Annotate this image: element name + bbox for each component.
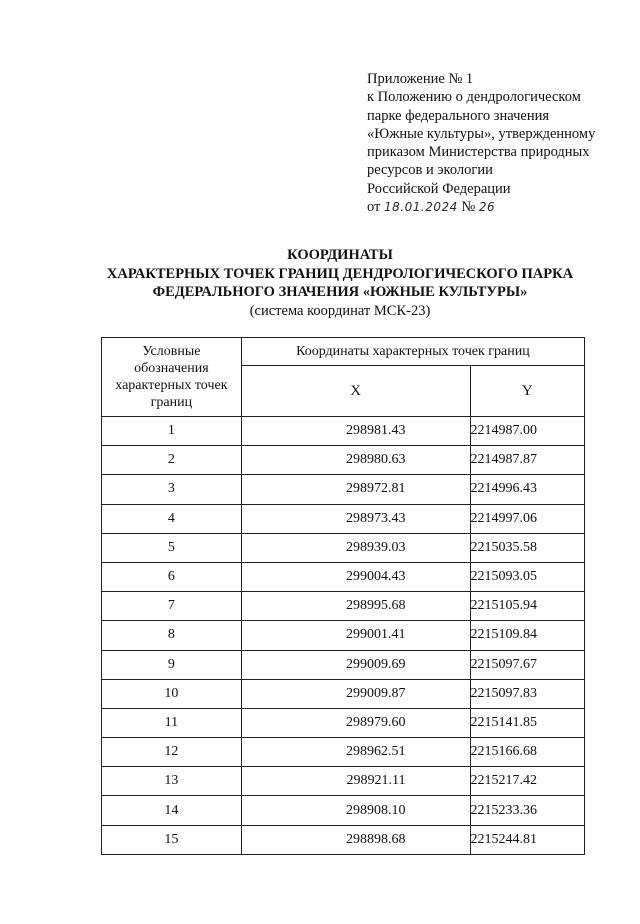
table-row bbox=[102, 621, 585, 650]
point-number: 10 bbox=[102, 679, 242, 708]
appendix-line: парке федерального значения bbox=[367, 107, 550, 124]
appendix-line: Российской Федерации bbox=[367, 180, 511, 197]
point-number: 3 bbox=[102, 475, 242, 504]
x-coordinate: 299009.87 bbox=[241, 679, 470, 708]
point-number: 5 bbox=[102, 533, 242, 562]
title-line-3: ФЕДЕРАЛЬНОГО ЗНАЧЕНИЯ «ЮЖНЫЕ КУЛЬТУРЫ» bbox=[152, 284, 528, 300]
point-number: 7 bbox=[102, 592, 242, 621]
table-row bbox=[102, 417, 585, 446]
header-coordinates: Координаты характерных точек границ bbox=[241, 338, 584, 366]
x-coordinate: 298908.10 bbox=[241, 796, 470, 825]
title-subtitle: (система координат МСК-23) bbox=[249, 302, 431, 319]
x-coordinate: 298972.81 bbox=[241, 475, 470, 504]
header-point-line: Условные bbox=[142, 344, 201, 359]
header-point-line: обозначения bbox=[134, 361, 209, 376]
handwritten-number: 26 bbox=[478, 200, 496, 215]
y-coordinate: 2214997.06 bbox=[470, 504, 585, 533]
appendix-line: к Положению о дендрологическом bbox=[367, 89, 581, 106]
table-row bbox=[102, 504, 585, 533]
table-row bbox=[102, 533, 585, 562]
title-line-2: ХАРАКТЕРНЫХ ТОЧЕК ГРАНИЦ ДЕНДРОЛОГИЧЕСКОГО ПАРКА bbox=[106, 265, 574, 282]
header-point-line: характерных точек bbox=[115, 378, 228, 393]
y-coordinate: 2215244.81 bbox=[470, 825, 585, 854]
point-number: 1 bbox=[102, 417, 242, 446]
point-number: 8 bbox=[102, 621, 242, 650]
appendix-line: «Южные культуры», утвержденному bbox=[367, 125, 596, 142]
y-coordinate: 2215097.83 bbox=[470, 679, 585, 708]
header-y: Y bbox=[470, 366, 585, 417]
table-row bbox=[102, 767, 585, 796]
y-coordinate: 2215035.58 bbox=[470, 533, 585, 562]
y-coordinate: 2215233.36 bbox=[470, 796, 585, 825]
x-coordinate: 298979.60 bbox=[241, 708, 470, 737]
x-coordinate: 298939.03 bbox=[241, 533, 470, 562]
y-coordinate: 2214987.87 bbox=[470, 446, 585, 475]
appendix-block bbox=[367, 70, 632, 216]
title-line-1: КООРДИНАТЫ bbox=[287, 247, 393, 263]
x-coordinate: 298981.43 bbox=[241, 417, 470, 446]
handwritten-date: 18.01.2024 bbox=[384, 200, 458, 215]
point-number: 4 bbox=[102, 504, 242, 533]
y-coordinate: 2215097.67 bbox=[470, 650, 585, 679]
point-number: 11 bbox=[102, 708, 242, 737]
number-prefix: № bbox=[461, 199, 476, 216]
table-row bbox=[102, 738, 585, 767]
table-row bbox=[102, 475, 585, 504]
appendix-line: приказом Министерства природных bbox=[367, 144, 590, 161]
y-coordinate: 2215093.05 bbox=[470, 562, 585, 591]
y-coordinate: 2215109.84 bbox=[470, 621, 585, 650]
appendix-line: ресурсов и экологии bbox=[367, 162, 493, 179]
table-row bbox=[102, 825, 585, 854]
header-point-designation bbox=[102, 338, 242, 417]
header-point-line: границ bbox=[150, 395, 193, 410]
x-coordinate: 299009.69 bbox=[241, 650, 470, 679]
x-coordinate: 298995.68 bbox=[241, 592, 470, 621]
point-number: 13 bbox=[102, 767, 242, 796]
point-number: 2 bbox=[102, 446, 242, 475]
table-body bbox=[102, 417, 585, 855]
appendix-date-line bbox=[367, 198, 632, 216]
appendix-line: Приложение № 1 bbox=[367, 71, 474, 87]
point-number: 6 bbox=[102, 562, 242, 591]
x-coordinate: 299001.41 bbox=[241, 621, 470, 650]
point-number: 9 bbox=[102, 650, 242, 679]
y-coordinate: 2214987.00 bbox=[470, 417, 585, 446]
y-coordinate: 2215105.94 bbox=[470, 592, 585, 621]
table-row bbox=[102, 592, 585, 621]
x-coordinate: 298921.11 bbox=[241, 767, 470, 796]
point-number: 15 bbox=[102, 825, 242, 854]
x-coordinate: 299004.43 bbox=[241, 562, 470, 591]
table-row bbox=[102, 796, 585, 825]
table-row bbox=[102, 708, 585, 737]
y-coordinate: 2215141.85 bbox=[470, 708, 585, 737]
x-coordinate: 298980.63 bbox=[241, 446, 470, 475]
date-prefix: от bbox=[367, 199, 381, 216]
table-row bbox=[102, 446, 585, 475]
coordinates-table bbox=[101, 337, 585, 855]
table-row bbox=[102, 562, 585, 591]
y-coordinate: 2214996.43 bbox=[470, 475, 585, 504]
point-number: 14 bbox=[102, 796, 242, 825]
header-x: X bbox=[241, 366, 470, 417]
table-row bbox=[102, 679, 585, 708]
x-coordinate: 298962.51 bbox=[241, 738, 470, 767]
y-coordinate: 2215166.68 bbox=[470, 738, 585, 767]
document-title bbox=[40, 246, 640, 320]
x-coordinate: 298973.43 bbox=[241, 504, 470, 533]
x-coordinate: 298898.68 bbox=[241, 825, 470, 854]
y-coordinate: 2215217.42 bbox=[470, 767, 585, 796]
point-number: 12 bbox=[102, 738, 242, 767]
table-row bbox=[102, 650, 585, 679]
